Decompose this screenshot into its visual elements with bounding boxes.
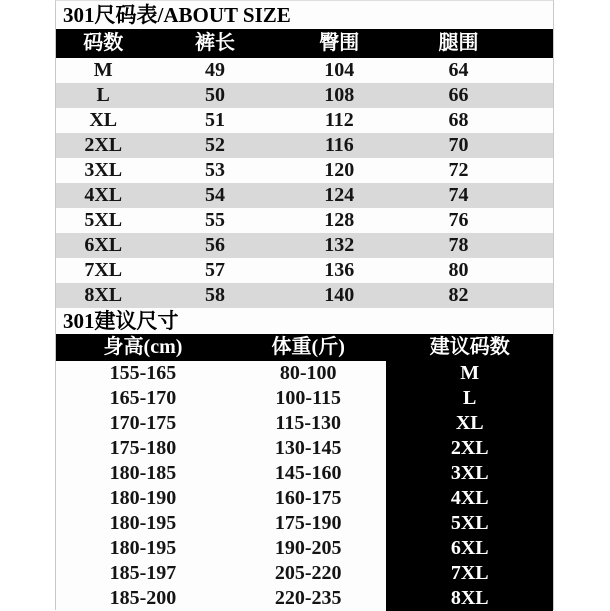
height-range: 155-165 [109,362,177,384]
suggested-size: 8XL [386,586,552,611]
table-row [56,133,553,158]
suggested-size: 6XL [386,536,552,561]
height-range: 185-200 [109,587,177,609]
hip-value: 136 [324,259,355,281]
hip-value: 124 [324,184,355,206]
size-table-header-hip: 臀围 [319,32,360,54]
weight-range: 190-205 [274,537,342,559]
size-value: M [93,59,113,81]
weight-range: 205-220 [274,562,342,584]
height-range: 180-195 [109,537,177,559]
suggest-header-size: 建议码数 [429,336,510,358]
leg-value: 66 [448,84,469,106]
suggest-header-weight: 体重(斤) [271,336,345,358]
length-value: 50 [205,84,226,106]
table-row [56,436,553,461]
table-row [56,511,553,536]
length-value: 49 [205,59,226,81]
table-row [56,461,553,486]
height-range: 185-197 [109,562,177,584]
height-range: 170-175 [109,412,177,434]
suggested-size: 7XL [386,561,552,586]
table-row [56,158,553,183]
hip-value: 116 [324,134,354,156]
height-range: 180-195 [109,512,177,534]
weight-range: 160-175 [274,487,342,509]
leg-value: 72 [448,159,469,181]
leg-value: 82 [448,284,469,306]
hip-value: 108 [324,84,355,106]
size-table-header-size: 码数 [83,32,124,54]
table-row [56,361,553,386]
weight-range: 80-100 [279,362,337,384]
weight-range: 130-145 [274,437,342,459]
suggested-size: 2XL [386,436,552,461]
height-range: 180-185 [109,462,177,484]
size-value: 8XL [84,284,123,306]
weight-range: 115-130 [275,412,341,434]
hip-value: 112 [324,109,354,131]
weight-range: 175-190 [274,512,342,534]
length-value: 57 [205,259,226,281]
length-value: 54 [205,184,226,206]
size-value: L [96,84,110,106]
hip-value: 120 [324,159,355,181]
length-value: 52 [205,134,226,156]
suggested-size: L [386,386,552,411]
suggested-size: 3XL [386,461,552,486]
size-table-header-leg: 腿围 [438,32,479,54]
suggest-table-header-row [56,334,553,361]
table-row [56,386,553,411]
size-value: 4XL [84,184,123,206]
weight-range: 100-115 [275,387,341,409]
leg-value: 74 [448,184,469,206]
table-row [56,411,553,436]
height-range: 175-180 [109,437,177,459]
length-value: 56 [205,234,226,256]
hip-value: 128 [324,209,355,231]
suggested-size: 5XL [386,511,552,536]
size-value: 6XL [84,234,123,256]
table-row [56,183,553,208]
weight-range: 220-235 [274,587,342,609]
table-row [56,486,553,511]
size-value: 3XL [84,159,123,181]
table-row [56,561,553,586]
suggest-table-title: 301建议尺寸 [63,309,179,333]
suggested-size: 4XL [386,486,552,511]
hip-value: 140 [324,284,355,306]
length-value: 55 [205,209,226,231]
table-row [56,58,553,83]
table-row [56,258,553,283]
suggested-size: M [386,361,552,386]
size-value: 2XL [84,134,123,156]
leg-value: 80 [448,259,469,281]
table-row [56,233,553,258]
leg-value: 70 [448,134,469,156]
suggested-size: XL [386,411,552,436]
length-value: 58 [205,284,226,306]
length-value: 53 [205,159,226,181]
leg-value: 68 [448,109,469,131]
leg-value: 76 [448,209,469,231]
size-chart-content [55,0,554,610]
size-value: 5XL [84,209,123,231]
size-table-header-row [56,29,553,58]
table-row [56,208,553,233]
table-row [56,83,553,108]
size-table-header-length: 裤长 [195,32,236,54]
hip-value: 104 [324,59,355,81]
table-row [56,283,553,308]
table-row [56,108,553,133]
leg-value: 78 [448,234,469,256]
leg-value: 64 [448,59,469,81]
size-table-title: 301尺码表/ABOUT SIZE [63,3,291,27]
height-range: 165-170 [109,387,177,409]
table-row [56,586,553,611]
size-value: XL [89,109,118,131]
suggest-header-height: 身高(cm) [103,336,183,358]
table-row [56,536,553,561]
size-table-header-spacer [518,29,553,58]
length-value: 51 [205,109,226,131]
weight-range: 145-160 [274,462,342,484]
hip-value: 132 [324,234,355,256]
size-value: 7XL [84,259,123,281]
height-range: 180-190 [109,487,177,509]
